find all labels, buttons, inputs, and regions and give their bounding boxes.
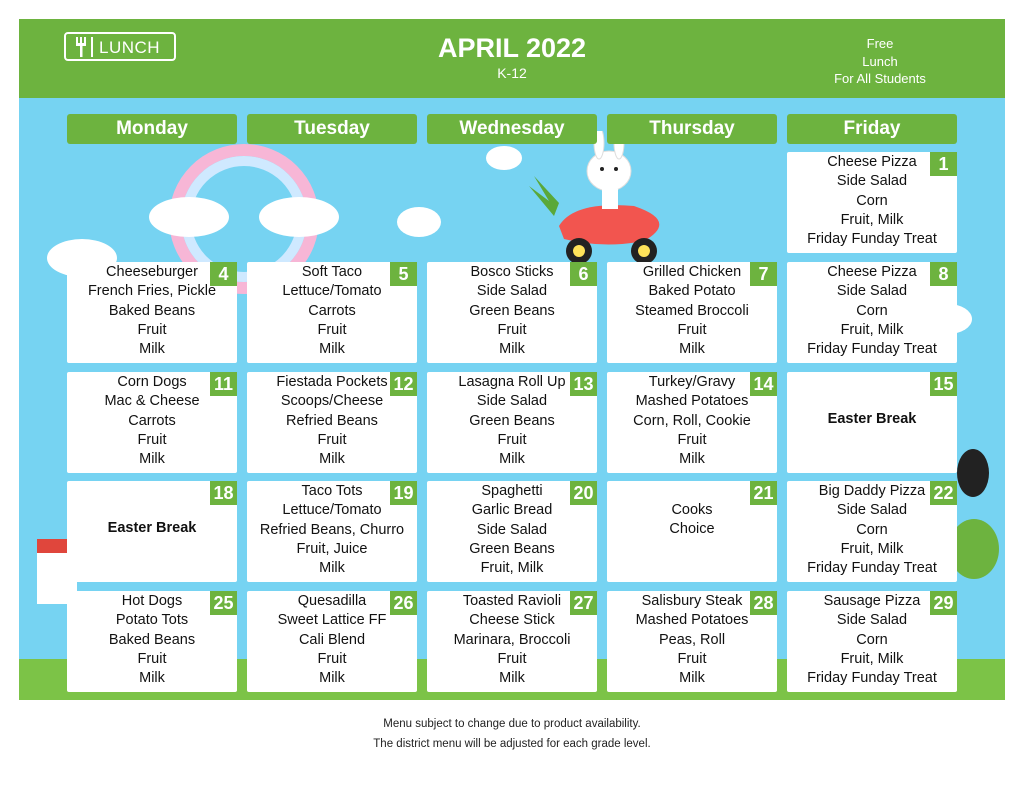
menu-item: Corn [856, 631, 888, 648]
menu-item: Friday Funday Treat [807, 670, 937, 687]
day-header-tuesday: Tuesday [247, 114, 417, 144]
day-cell [607, 481, 777, 582]
menu-item: Fruit [317, 431, 347, 448]
menu-item: Milk [499, 451, 525, 468]
menu-item: Sausage Pizza [823, 593, 921, 609]
menu-item: Easter Break [107, 520, 197, 536]
footer-note-grade-level: The district menu will be adjusted for each grade level. [373, 738, 651, 750]
menu-item: Mashed Potatoes [635, 393, 749, 410]
menu-item: Milk [319, 341, 345, 358]
menu-item: Cheese Pizza [827, 264, 917, 280]
day-number: 7 [750, 262, 777, 286]
menu-items [247, 592, 417, 688]
menu-item: Milk [319, 670, 345, 687]
menu-item: Cali Blend [298, 631, 366, 648]
day-number: 27 [570, 591, 597, 615]
menu-items [607, 501, 777, 540]
day-number: 8 [930, 262, 957, 286]
menu-item: Milk [499, 670, 525, 687]
day-cell [427, 591, 597, 692]
footer-note-availability: Menu subject to change due to product availability. [383, 718, 641, 730]
menu-item: Milk [319, 560, 345, 577]
menu-item: Fruit [677, 650, 707, 667]
menu-items [247, 263, 417, 359]
cloud-decoration [149, 197, 229, 237]
menu-item: Friday Funday Treat [807, 231, 937, 248]
day-header-wednesday: Wednesday [427, 114, 597, 144]
menu-item: Easter Break [827, 411, 917, 427]
menu-item: Side Salad [836, 502, 908, 519]
menu-items [67, 519, 237, 538]
day-number: 29 [930, 591, 957, 615]
menu-item: Fruit [137, 650, 167, 667]
menu-item: Friday Funday Treat [807, 341, 937, 358]
menu-item: Lettuce/Tomato [282, 502, 382, 519]
menu-item: Fruit, Milk [840, 211, 904, 228]
menu-item: Corn [856, 521, 888, 538]
menu-item: Big Daddy Pizza [818, 483, 926, 499]
menu-item: Fruit [677, 431, 707, 448]
day-number: 1 [930, 152, 957, 176]
menu-item: Fruit [497, 321, 527, 338]
menu-items [247, 482, 417, 578]
note-line: Free [866, 36, 894, 51]
day-number: 19 [390, 481, 417, 505]
menu-item: Soft Taco [301, 264, 363, 280]
day-header-thursday: Thursday [607, 114, 777, 144]
menu-item: Baked Beans [108, 302, 196, 319]
grade-range: K-12 [497, 65, 527, 81]
day-cell [607, 262, 777, 363]
menu-item: Green Beans [469, 540, 555, 557]
egg-decoration [957, 449, 989, 497]
menu-item: Grilled Chicken [642, 264, 742, 280]
day-cell [67, 372, 237, 473]
menu-item: Fruit, Juice [296, 540, 368, 557]
day-cell [247, 372, 417, 473]
menu-item: Cheeseburger [106, 264, 198, 280]
menu-item: Cheese Pizza [827, 154, 917, 170]
day-number: 28 [750, 591, 777, 615]
menu-item: Corn, Roll, Cookie [633, 412, 751, 429]
menu-item: Scoops/Cheese [280, 393, 384, 410]
menu-item: Baked Potato [648, 283, 736, 300]
menu-items [607, 263, 777, 359]
menu-item: Fruit [497, 650, 527, 667]
day-number: 5 [390, 262, 417, 286]
menu-item: Fruit [677, 321, 707, 338]
cloud-decoration [259, 197, 339, 237]
day-number: 4 [210, 262, 237, 286]
day-number: 11 [210, 372, 237, 396]
day-cell [787, 372, 957, 473]
free-lunch-note [819, 35, 941, 88]
day-number: 6 [570, 262, 597, 286]
menu-item: Fruit [317, 321, 347, 338]
menu-items [67, 373, 237, 469]
day-cell [607, 591, 777, 692]
day-cell [607, 372, 777, 473]
menu-item: Friday Funday Treat [807, 560, 937, 577]
day-cell [427, 262, 597, 363]
menu-item: Sweet Lattice FF [277, 612, 387, 629]
menu-item: Carrots [308, 302, 356, 319]
menu-item: Milk [139, 670, 165, 687]
menu-item: Green Beans [469, 302, 555, 319]
day-number: 18 [210, 481, 237, 505]
menu-item: Refried Beans [286, 412, 378, 429]
menu-item: Turkey/Gravy [648, 374, 736, 390]
menu-item: Fruit [137, 321, 167, 338]
day-cell [787, 262, 957, 363]
menu-item: Carrots [128, 412, 176, 429]
menu-item: Garlic Bread [471, 502, 553, 519]
menu-item: Side Salad [476, 521, 548, 538]
menu-item: Lasagna Roll Up [458, 374, 566, 390]
menu-item: Milk [679, 670, 705, 687]
menu-items [67, 592, 237, 688]
cloud-decoration [397, 207, 441, 237]
menu-item: Fruit [137, 431, 167, 448]
menu-item: Quesadilla [297, 593, 367, 609]
day-cell [247, 481, 417, 582]
menu-item: Fruit [317, 650, 347, 667]
menu-item: Side Salad [836, 173, 908, 190]
menu-item: Taco Tots [301, 483, 363, 499]
menu-item: Bosco Sticks [470, 264, 554, 280]
day-cell [427, 481, 597, 582]
menu-item: Lettuce/Tomato [282, 283, 382, 300]
menu-item: Milk [679, 451, 705, 468]
day-number: 26 [390, 591, 417, 615]
menu-item: Side Salad [476, 393, 548, 410]
menu-item: Fruit, Milk [840, 321, 904, 338]
menu-items [787, 482, 957, 578]
day-cell [787, 591, 957, 692]
menu-item: Potato Tots [115, 612, 189, 629]
menu-item: Milk [319, 451, 345, 468]
day-number: 21 [750, 481, 777, 505]
logo-label: LUNCH [99, 38, 161, 57]
menu-item: Milk [499, 341, 525, 358]
menu-items [787, 263, 957, 359]
menu-item: Corn Dogs [117, 374, 187, 390]
menu-item: Fiestada Pockets [276, 374, 388, 390]
menu-items [427, 592, 597, 688]
menu-item: Side Salad [476, 283, 548, 300]
day-cell [67, 481, 237, 582]
menu-item: Fruit, Milk [840, 650, 904, 667]
menu-item: Green Beans [469, 412, 555, 429]
day-header-monday: Monday [67, 114, 237, 144]
menu-item: Milk [679, 341, 705, 358]
menu-items [607, 373, 777, 469]
day-cell [247, 262, 417, 363]
menu-item: Fruit, Milk [840, 540, 904, 557]
day-number: 20 [570, 481, 597, 505]
menu-items [787, 410, 957, 429]
menu-item: Mashed Potatoes [635, 612, 749, 629]
menu-item: Milk [139, 451, 165, 468]
menu-item: Spaghetti [481, 483, 543, 499]
day-header-friday: Friday [787, 114, 957, 144]
day-number: 12 [390, 372, 417, 396]
menu-items [787, 592, 957, 688]
menu-item: Corn [856, 192, 888, 209]
menu-item: Refried Beans, Churro [259, 521, 405, 538]
menu-item: Fruit [497, 431, 527, 448]
day-number: 14 [750, 372, 777, 396]
menu-item: Choice [669, 521, 715, 538]
menu-items [427, 482, 597, 578]
menu-item: Toasted Ravioli [462, 593, 562, 609]
bunny-car-illustration [514, 131, 674, 271]
menu-item: Marinara, Broccoli [453, 631, 571, 648]
day-cell [787, 481, 957, 582]
menu-item: Milk [139, 341, 165, 358]
menu-item: Side Salad [836, 283, 908, 300]
menu-item: Cheese Stick [469, 612, 555, 629]
day-cell [67, 262, 237, 363]
note-line: Lunch [862, 53, 898, 69]
menu-items [607, 592, 777, 688]
note-line: For All Students [834, 71, 926, 86]
page-title: APRIL 2022 [437, 33, 587, 63]
menu-items [787, 153, 957, 249]
menu-item: Baked Beans [108, 631, 196, 648]
menu-item: Mac & Cheese [104, 393, 200, 410]
menu-item: Fruit, Milk [480, 560, 544, 577]
day-number: 13 [570, 372, 597, 396]
menu-items [427, 263, 597, 359]
menu-items [67, 263, 237, 359]
menu-item: Steamed Broccoli [635, 302, 749, 319]
menu-items [427, 373, 597, 469]
day-cell [787, 152, 957, 253]
day-number: 22 [930, 481, 957, 505]
day-number: 25 [210, 591, 237, 615]
menu-item: French Fries, Pickle [87, 283, 217, 300]
menu-items [247, 373, 417, 469]
day-cell [427, 372, 597, 473]
menu-item: Corn [856, 302, 888, 319]
menu-item: Side Salad [836, 612, 908, 629]
menu-item: Peas, Roll [658, 631, 726, 648]
day-number: 15 [930, 372, 957, 396]
menu-item: Salisbury Steak [641, 593, 743, 609]
day-cell [67, 591, 237, 692]
header-banner [19, 19, 1005, 98]
menu-item: Cooks [671, 502, 713, 518]
menu-poster [19, 19, 1005, 700]
menu-item: Hot Dogs [121, 593, 183, 609]
day-cell [247, 591, 417, 692]
